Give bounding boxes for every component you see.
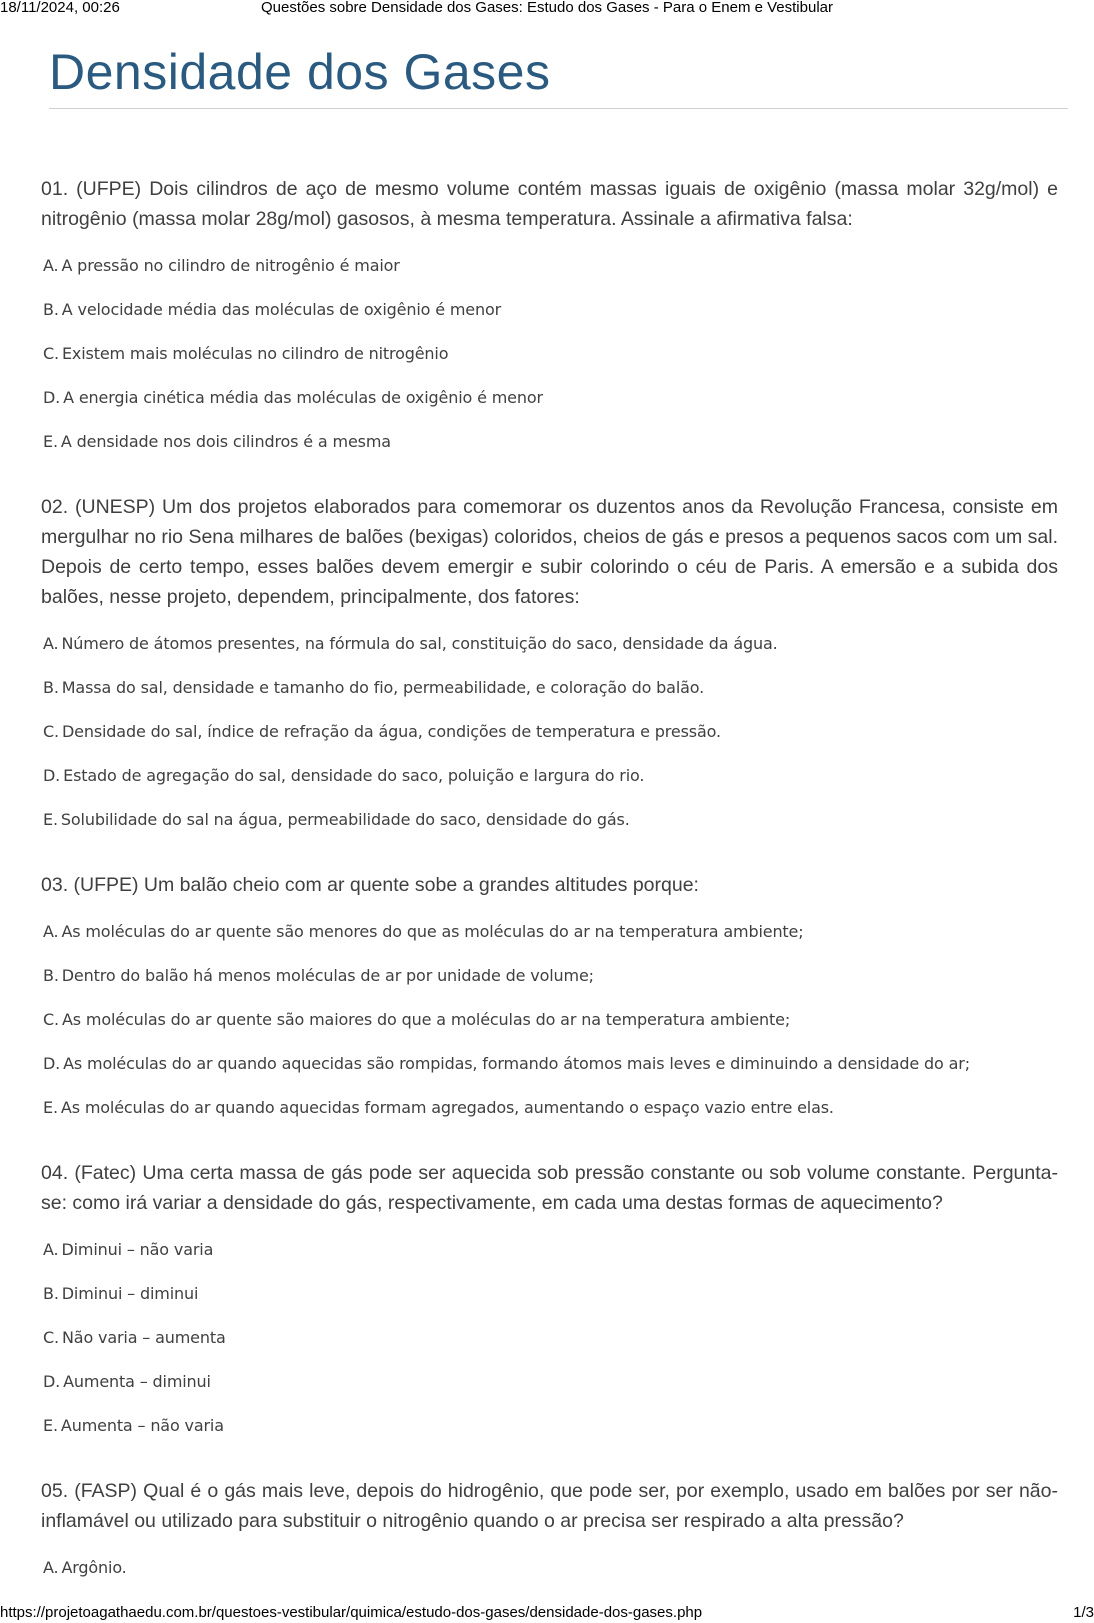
option-b[interactable]: [41, 1271, 1058, 1315]
option-letter: C.: [43, 1009, 59, 1029]
option-c[interactable]: [41, 1315, 1058, 1359]
option-text: Aumenta – não varia: [60, 1415, 224, 1435]
option-letter: E.: [43, 1097, 58, 1117]
option-text: Argônio.: [61, 1557, 127, 1577]
option-letter: E.: [43, 809, 58, 829]
option-text: Estado de agregação do sal, densidade do saco, poluição e largura do rio.: [63, 765, 645, 785]
option-letter: A.: [43, 633, 59, 653]
options-list: [41, 621, 1058, 841]
options-list: [41, 1545, 1058, 1589]
option-text: A pressão no cilindro de nitrogênio é maior: [61, 255, 400, 275]
question-text: 04. (Fatec) Uma certa massa de gás pode ser aquecida sob pressão constante ou sob volume constante. Pergunta-se: como irá variar a densidade do gás, respectivamente, em cada uma destas formas de aquecimento?: [41, 1162, 1058, 1214]
option-letter: C.: [43, 1327, 59, 1347]
option-letter: D.: [43, 1053, 61, 1073]
option-text: Solubilidade do sal na água, permeabilidade do saco, densidade do gás.: [60, 809, 630, 829]
option-a[interactable]: [41, 909, 1058, 953]
option-letter: B.: [43, 299, 59, 319]
option-text: Densidade do sal, índice de refração da água, condições de temperatura e pressão.: [61, 721, 721, 741]
question-04: [41, 1158, 1058, 1447]
option-b[interactable]: [41, 953, 1058, 997]
option-d[interactable]: [41, 1041, 1058, 1085]
option-a[interactable]: [41, 1545, 1058, 1589]
option-text: As moléculas do ar quando aquecidas são rompidas, formando átomos mais leves e diminuindo a densidade do ar;: [63, 1053, 970, 1073]
question-text: 05. (FASP) Qual é o gás mais leve, depois do hidrogênio, que pode ser, por exemplo, usado em balões por ser não-inflamável ou utilizado para substituir o nitrogênio quando o ar precisa ser respirado a alta pressão?: [41, 1480, 1058, 1532]
option-text: A densidade nos dois cilindros é a mesma: [60, 431, 391, 451]
option-letter: B.: [43, 965, 59, 985]
option-text: Aumenta – diminui: [63, 1371, 211, 1391]
option-text: As moléculas do ar quente são maiores do que a moléculas do ar na temperatura ambiente;: [61, 1009, 791, 1029]
option-letter: B.: [43, 1283, 59, 1303]
option-letter: D.: [43, 387, 61, 407]
option-a[interactable]: [41, 243, 1058, 287]
print-url: https://projetoagathaedu.com.br/questoes-vestibular/quimica/estudo-dos-gases/densidade-dos-gases.php: [0, 1604, 703, 1621]
option-text: A energia cinética média das moléculas de oxigênio é menor: [63, 387, 543, 407]
option-text: As moléculas do ar quente são menores do que as moléculas do ar na temperatura ambiente;: [61, 921, 804, 941]
options-list: [41, 1227, 1058, 1447]
option-c[interactable]: [41, 997, 1058, 1041]
option-text: Massa do sal, densidade e tamanho do fio, permeabilidade, e coloração do balão.: [61, 677, 705, 697]
option-letter: E.: [43, 1415, 58, 1435]
title-divider: [49, 108, 1068, 109]
option-letter: D.: [43, 765, 61, 785]
print-date: 18/11/2024, 00:26: [0, 0, 120, 16]
option-d[interactable]: [41, 375, 1058, 419]
option-e[interactable]: [41, 1085, 1058, 1129]
question-text: 03. (UFPE) Um balão cheio com ar quente sobe a grandes altitudes porque:: [41, 874, 699, 896]
option-b[interactable]: [41, 287, 1058, 331]
option-text: Diminui – não varia: [61, 1239, 214, 1259]
option-letter: A.: [43, 1557, 59, 1577]
options-list: [41, 909, 1058, 1129]
print-document-title: Questões sobre Densidade dos Gases: Estudo dos Gases - Para o Enem e Vestibular: [261, 0, 833, 16]
option-letter: D.: [43, 1371, 61, 1391]
option-e[interactable]: [41, 1403, 1058, 1447]
option-a[interactable]: [41, 1227, 1058, 1271]
option-text: As moléculas do ar quando aquecidas formam agregados, aumentando o espaço vazio entre elas.: [60, 1097, 834, 1117]
option-text: Diminui – diminui: [61, 1283, 199, 1303]
option-d[interactable]: [41, 753, 1058, 797]
option-text: Dentro do balão há menos moléculas de ar por unidade de volume;: [61, 965, 594, 985]
option-a[interactable]: [41, 621, 1058, 665]
page-title: Densidade dos Gases: [49, 44, 551, 100]
option-letter: A.: [43, 1239, 59, 1259]
page-number: 1/3: [1073, 1604, 1094, 1621]
option-c[interactable]: [41, 331, 1058, 375]
option-letter: B.: [43, 677, 59, 697]
option-e[interactable]: [41, 797, 1058, 841]
option-letter: A.: [43, 255, 59, 275]
option-letter: C.: [43, 343, 59, 363]
option-text: A velocidade média das moléculas de oxigênio é menor: [61, 299, 502, 319]
question-02: [41, 492, 1058, 841]
option-e[interactable]: [41, 419, 1058, 463]
question-01: [41, 174, 1058, 463]
option-c[interactable]: [41, 709, 1058, 753]
option-letter: C.: [43, 721, 59, 741]
option-letter: A.: [43, 921, 59, 941]
option-text: Não varia – aumenta: [61, 1327, 226, 1347]
option-text: Número de átomos presentes, na fórmula do sal, constituição do saco, densidade da água.: [61, 633, 778, 653]
question-text: 02. (UNESP) Um dos projetos elaborados para comemorar os duzentos anos da Revolução Francesa, consiste em mergulhar no rio Sena milhares de balões (bexigas) coloridos, cheios de gás e presos a pequenos sacos com um sal. Depois de certo tempo, esses balões devem emergir e subir colorindo o céu de Paris. A emersão e a subida dos balões, nesse projeto, dependem, principalmente, dos fatores:: [41, 496, 1058, 608]
print-footer: [0, 1605, 1094, 1623]
question-05: [41, 1476, 1058, 1589]
print-header: [0, 0, 1094, 18]
option-text: Existem mais moléculas no cilindro de nitrogênio: [61, 343, 449, 363]
option-b[interactable]: [41, 665, 1058, 709]
options-list: [41, 243, 1058, 463]
option-letter: E.: [43, 431, 58, 451]
option-d[interactable]: [41, 1359, 1058, 1403]
question-03: [41, 870, 1058, 1129]
questions-list: [41, 174, 1058, 1618]
question-text: 01. (UFPE) Dois cilindros de aço de mesmo volume contém massas iguais de oxigênio (massa molar 32g/mol) e nitrogênio (massa molar 28g/mol) gasosos, à mesma temperatura. Assinale a afirmativa falsa:: [41, 178, 1058, 230]
